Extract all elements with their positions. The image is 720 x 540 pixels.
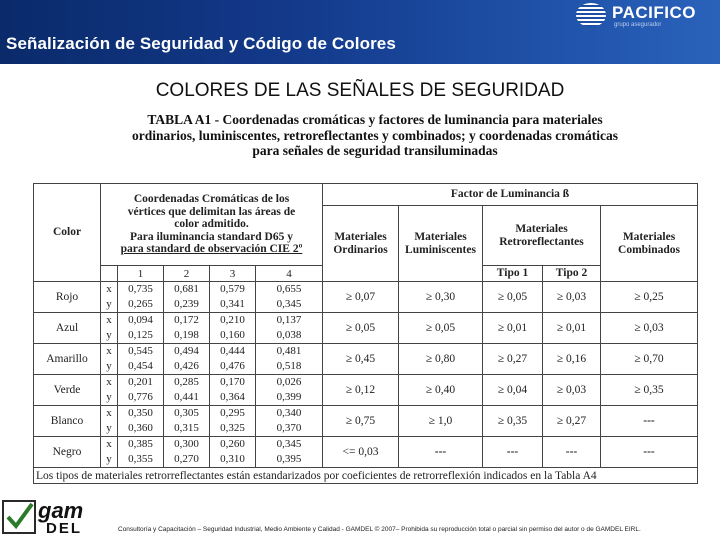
chroma-line-5: para standard de observación CIE 2º <box>120 243 303 256</box>
coord-y: 0,355 <box>128 453 153 465</box>
luminiscentes-l2: Luminiscentes <box>405 243 476 256</box>
coord-x: 0,655 <box>276 283 302 295</box>
chroma-line-1: Coordenadas Cromáticas de los <box>133 193 290 206</box>
coord-y: 0,345 <box>276 298 302 310</box>
lum-tipo2: --- <box>543 437 601 468</box>
header-retro <box>483 206 601 266</box>
retro-l2: Retroreflectantes <box>499 235 584 248</box>
header-color: Color <box>34 184 101 282</box>
lum-combinados: ≥ 0,70 <box>601 344 698 375</box>
lum-ordinarios: ≥ 0,07 <box>323 282 399 313</box>
coord-x: 0,201 <box>128 376 153 388</box>
coord-y: 0,265 <box>128 298 153 310</box>
color-name: Amarillo <box>34 344 101 375</box>
coord-y: 0,198 <box>174 329 199 341</box>
slide-title: Señalización de Seguridad y Código de Colores <box>6 34 396 53</box>
coord-x: 0,444 <box>220 345 245 357</box>
caption-line-3: para señales de seguridad transiluminadas <box>252 143 498 158</box>
header-tipo1: Tipo 1 <box>483 266 543 282</box>
table-row: Rojo x y 0,735 0,265 0,681 0,239 0,579 0,341 0,655 0,345 ≥ 0,07 ≥ 0,30 ≥ 0,05 ≥ 0,03 ≥ 0,25 <box>34 282 698 313</box>
coord-y: 0,360 <box>128 422 153 434</box>
brand-name: PACIFICO <box>612 3 696 22</box>
lum-tipo1: ≥ 0,05 <box>483 282 543 313</box>
lum-tipo2: ≥ 0,03 <box>543 282 601 313</box>
table-row: Azul x y 0,094 0,125 0,172 0,198 0,210 0,160 0,137 0,038 ≥ 0,05 ≥ 0,05 ≥ 0,01 ≥ 0,01 ≥ 0,03 <box>34 313 698 344</box>
lum-combinados: --- <box>601 406 698 437</box>
table-caption <box>60 112 690 159</box>
coord-y: 0,454 <box>128 360 153 372</box>
luminiscentes-l1: Materiales <box>414 231 467 243</box>
table-note: Los tipos de materiales retrorreflectantes están estandarizados por coeficientes de retrorreflexión indicados en la Tabla A4 <box>34 468 698 484</box>
ordinarios-l1: Materiales <box>334 231 387 243</box>
lum-luminiscentes: --- <box>399 437 483 468</box>
lum-ordinarios: <= 0,03 <box>323 437 399 468</box>
lum-ordinarios: ≥ 0,12 <box>323 375 399 406</box>
lum-ordinarios: ≥ 0,05 <box>323 313 399 344</box>
coord-y: 0,160 <box>220 329 245 341</box>
caption-line-2: ordinarios, luminiscentes, retroreflectantes y combinados; y coordenadas cromáticas <box>131 127 619 143</box>
lum-tipo1: --- <box>483 437 543 468</box>
brand-tagline: grupo asegurador <box>614 22 662 28</box>
header-tipo2: Tipo 2 <box>543 266 601 282</box>
lum-combinados: ≥ 0,25 <box>601 282 698 313</box>
coord-x: 0,385 <box>128 438 153 450</box>
footer-copyright: Consultoría y Capacitación – Seguridad Industrial, Medio Ambiente y Calidad - GAMDEL © 2007– Prohibida su reproducción total o parcial sin permiso del autor o de GAMDEL EIRL. <box>118 526 641 533</box>
coord-y: 0,426 <box>174 360 199 372</box>
vertex-1: 1 <box>118 266 164 282</box>
vertex-4: 4 <box>256 266 323 282</box>
vertex-blank <box>101 266 118 282</box>
coord-x: 0,305 <box>174 407 199 419</box>
coord-y: 0,518 <box>276 360 302 372</box>
coord-y: 0,270 <box>174 453 199 465</box>
color-name: Blanco <box>34 406 101 437</box>
coord-x: 0,170 <box>220 376 245 388</box>
coord-x: 0,300 <box>174 438 199 450</box>
globe-icon <box>576 3 606 27</box>
caption-line-1: TABLA A1 - Coordenadas cromáticas y factores de luminancia para materiales <box>147 112 603 127</box>
coord-x: 0,137 <box>276 314 302 326</box>
header-ordinarios <box>323 206 399 282</box>
lum-ordinarios: ≥ 0,75 <box>323 406 399 437</box>
header-luminance: Factor de Luminancia ß <box>323 184 698 206</box>
coord-y: 0,239 <box>174 298 199 310</box>
lum-tipo2: ≥ 0,27 <box>543 406 601 437</box>
lum-combinados: --- <box>601 437 698 468</box>
vertex-3: 3 <box>210 266 256 282</box>
coord-x: 0,295 <box>220 407 245 419</box>
lum-tipo1: ≥ 0,01 <box>483 313 543 344</box>
retro-l1: Materiales <box>515 223 568 235</box>
coord-y: 0,776 <box>128 391 153 403</box>
lum-combinados: ≥ 0,03 <box>601 313 698 344</box>
lum-tipo2: ≥ 0,01 <box>543 313 601 344</box>
coord-y: 0,038 <box>276 329 302 341</box>
lum-luminiscentes: ≥ 0,80 <box>399 344 483 375</box>
coord-y: 0,310 <box>220 453 245 465</box>
coord-x: 0,350 <box>128 407 153 419</box>
coord-x: 0,735 <box>128 283 153 295</box>
coord-x: 0,681 <box>174 283 199 295</box>
coord-y: 0,395 <box>276 453 302 465</box>
coord-x: 0,494 <box>174 345 199 357</box>
chroma-line-3: color admitido. <box>174 218 249 231</box>
coord-y: 0,325 <box>220 422 245 434</box>
lum-tipo1: ≥ 0,27 <box>483 344 543 375</box>
coord-y: 0,441 <box>174 391 199 403</box>
combinados-l1: Materiales <box>622 231 676 243</box>
lum-tipo2: ≥ 0,16 <box>543 344 601 375</box>
coord-x: 0,340 <box>276 407 302 419</box>
lum-luminiscentes: ≥ 0,05 <box>399 313 483 344</box>
coord-x: 0,172 <box>174 314 199 326</box>
lum-combinados: ≥ 0,35 <box>601 375 698 406</box>
coord-y: 0,315 <box>174 422 199 434</box>
colors-table <box>33 183 698 484</box>
header-chromatic <box>101 184 323 266</box>
vertex-2: 2 <box>164 266 210 282</box>
coord-x: 0,545 <box>128 345 153 357</box>
coord-y: 0,364 <box>220 391 245 403</box>
coord-x: 0,094 <box>128 314 153 326</box>
lum-luminiscentes: ≥ 0,30 <box>399 282 483 313</box>
chroma-line-2: vértices que delimitan las áreas de <box>127 205 296 218</box>
color-name: Negro <box>34 437 101 468</box>
coord-x: 0,026 <box>276 376 302 388</box>
coord-y: 0,370 <box>276 422 302 434</box>
section-subtitle: COLORES DE LAS SEÑALES DE SEGURIDAD <box>155 80 565 101</box>
header-luminiscentes <box>399 206 483 282</box>
lum-tipo1: ≥ 0,04 <box>483 375 543 406</box>
color-name: Azul <box>34 313 101 344</box>
lum-ordinarios: ≥ 0,45 <box>323 344 399 375</box>
coord-y: 0,125 <box>128 329 153 341</box>
gamdel-logo <box>0 498 100 540</box>
coord-x: 0,345 <box>276 438 302 450</box>
lum-luminiscentes: ≥ 1,0 <box>399 406 483 437</box>
lum-luminiscentes: ≥ 0,40 <box>399 375 483 406</box>
table-row: Negro x y 0,385 0,355 0,300 0,270 0,260 0,310 0,345 0,395 <= 0,03 --- --- --- --- <box>34 437 698 468</box>
combinados-l2: Combinados <box>618 243 681 256</box>
color-name: Verde <box>34 375 101 406</box>
pacifico-logo <box>568 0 720 34</box>
coord-x: 0,579 <box>220 283 245 295</box>
coord-x: 0,260 <box>220 438 245 450</box>
coord-y: 0,399 <box>276 391 302 403</box>
checkmark-icon <box>2 500 36 534</box>
header-bar <box>0 0 720 64</box>
header-combinados <box>601 206 698 282</box>
chroma-line-4: Para iluminancia standard D65 y <box>130 230 293 243</box>
coord-y: 0,476 <box>220 360 245 372</box>
table-row: Verde x y 0,201 0,776 0,285 0,441 0,170 0,364 0,026 0,399 ≥ 0,12 ≥ 0,40 ≥ 0,04 ≥ 0,03 ≥ 0,35 <box>34 375 698 406</box>
lum-tipo2: ≥ 0,03 <box>543 375 601 406</box>
table-row: Amarillo x y 0,545 0,454 0,494 0,426 0,444 0,476 0,481 0,518 ≥ 0,45 ≥ 0,80 ≥ 0,27 ≥ 0,16 ≥ 0,70 <box>34 344 698 375</box>
logo-del: DEL <box>46 520 82 537</box>
table-row: Blanco x y 0,350 0,360 0,305 0,315 0,295 0,325 0,340 0,370 ≥ 0,75 ≥ 1,0 ≥ 0,35 ≥ 0,27 --- <box>34 406 698 437</box>
coord-y: 0,341 <box>220 298 245 310</box>
logo-gam: gam <box>38 498 84 523</box>
coord-x: 0,285 <box>174 376 199 388</box>
ordinarios-l2: Ordinarios <box>333 243 388 256</box>
coord-x: 0,481 <box>276 345 302 357</box>
color-name: Rojo <box>34 282 101 313</box>
lum-tipo1: ≥ 0,35 <box>483 406 543 437</box>
coord-x: 0,210 <box>220 314 245 326</box>
